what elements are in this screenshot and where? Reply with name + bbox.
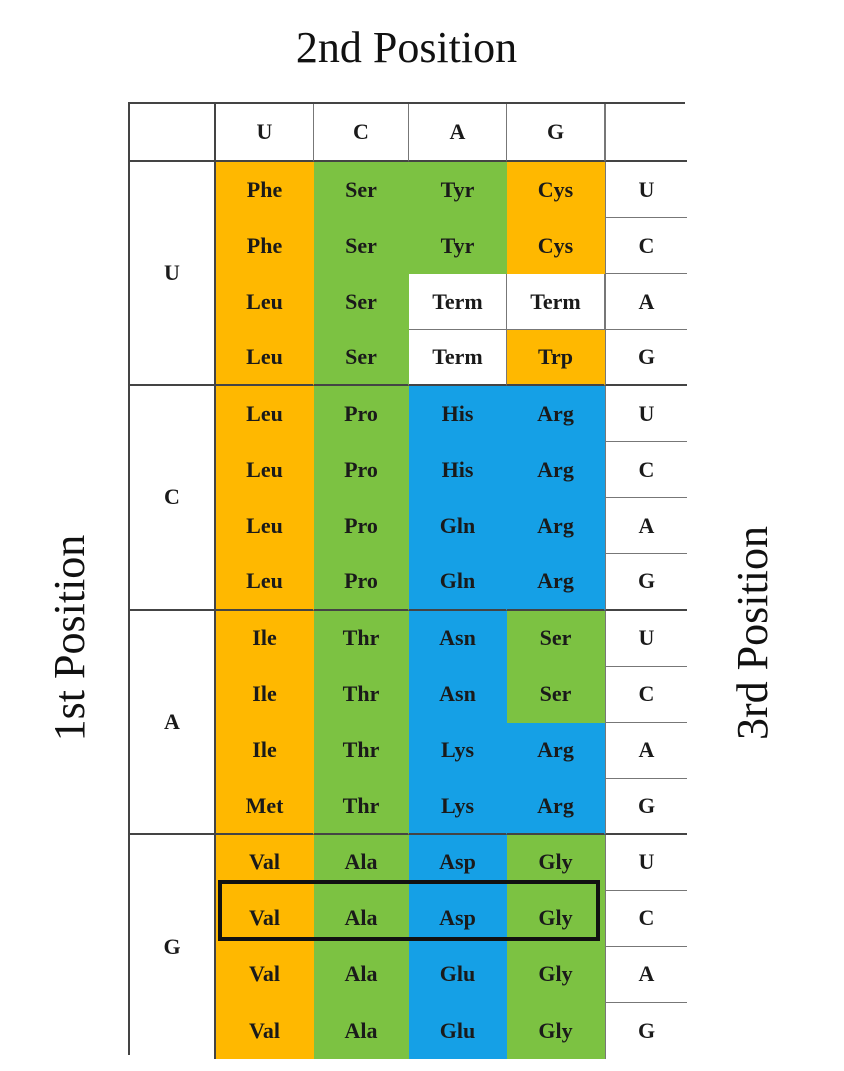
- first-position-title: 1st Position: [45, 534, 94, 742]
- codon-cell-uga: Term: [507, 274, 605, 330]
- third-base-g: G: [605, 554, 687, 610]
- codon-cell-uug: Leu: [216, 330, 314, 386]
- header-base-u: U: [216, 104, 314, 162]
- codon-cell-caa: Gln: [409, 498, 507, 554]
- third-base-a: A: [605, 947, 687, 1003]
- third-base-u: U: [605, 835, 687, 891]
- codon-cell-uua: Leu: [216, 274, 314, 330]
- codon-cell-gag: Glu: [409, 1003, 507, 1059]
- codon-cell-aca: Thr: [314, 723, 409, 779]
- codon-cell-gcg: Ala: [314, 1003, 409, 1059]
- codon-cell-gaa: Glu: [409, 947, 507, 1003]
- codon-cell-uca: Ser: [314, 274, 409, 330]
- codon-cell-acu: Thr: [314, 611, 409, 667]
- codon-cell-cac: His: [409, 442, 507, 498]
- first-base-g: G: [130, 835, 216, 1059]
- codon-cell-uaa: Term: [409, 274, 507, 330]
- second-position-title: 2nd Position: [295, 23, 518, 72]
- third-position-title: 3rd Position: [728, 526, 777, 740]
- codon-table: [128, 102, 685, 1055]
- codon-cell-uuc: Phe: [216, 218, 314, 274]
- codon-cell-cgu: Arg: [507, 386, 605, 442]
- codon-cell-aga: Arg: [507, 723, 605, 779]
- codon-cell-uau: Tyr: [409, 162, 507, 218]
- codon-cell-gug: Val: [216, 1003, 314, 1059]
- third-base-g: G: [605, 330, 687, 386]
- codon-cell-cug: Leu: [216, 554, 314, 610]
- header-base-c: C: [314, 104, 409, 162]
- codon-cell-gau: Asp: [409, 835, 507, 891]
- third-base-g: G: [605, 1003, 687, 1059]
- codon-cell-ucu: Ser: [314, 162, 409, 218]
- codon-cell-cau: His: [409, 386, 507, 442]
- codon-cell-gca: Ala: [314, 947, 409, 1003]
- codon-cell-cag: Gln: [409, 554, 507, 610]
- header-corner-left: [130, 104, 216, 162]
- header-base-a: A: [409, 104, 507, 162]
- codon-cell-guu: Val: [216, 835, 314, 891]
- codon-cell-cuc: Leu: [216, 442, 314, 498]
- codon-cell-gcc: Ala: [314, 891, 409, 947]
- third-base-u: U: [605, 386, 687, 442]
- codon-cell-ggc: Gly: [507, 891, 605, 947]
- codon-cell-ggg: Gly: [507, 1003, 605, 1059]
- codon-cell-gcu: Ala: [314, 835, 409, 891]
- third-base-g: G: [605, 779, 687, 835]
- first-base-a: A: [130, 611, 216, 835]
- codon-cell-agg: Arg: [507, 779, 605, 835]
- codon-cell-cca: Pro: [314, 498, 409, 554]
- codon-cell-cgg: Arg: [507, 554, 605, 610]
- third-base-c: C: [605, 218, 687, 274]
- third-base-c: C: [605, 442, 687, 498]
- first-base-c: C: [130, 386, 216, 610]
- third-base-a: A: [605, 498, 687, 554]
- codon-cell-ccc: Pro: [314, 442, 409, 498]
- codon-cell-aau: Asn: [409, 611, 507, 667]
- codon-cell-agu: Ser: [507, 611, 605, 667]
- codon-cell-uac: Tyr: [409, 218, 507, 274]
- codon-cell-auc: Ile: [216, 667, 314, 723]
- third-base-a: A: [605, 723, 687, 779]
- codon-cell-ccg: Pro: [314, 554, 409, 610]
- third-base-c: C: [605, 891, 687, 947]
- codon-cell-uag: Term: [409, 330, 507, 386]
- codon-cell-aac: Asn: [409, 667, 507, 723]
- codon-cell-ugc: Cys: [507, 218, 605, 274]
- third-base-u: U: [605, 611, 687, 667]
- header-corner-right: [605, 104, 687, 162]
- codon-cell-ugu: Cys: [507, 162, 605, 218]
- third-base-a: A: [605, 274, 687, 330]
- codon-cell-cuu: Leu: [216, 386, 314, 442]
- codon-cell-acg: Thr: [314, 779, 409, 835]
- codon-cell-cua: Leu: [216, 498, 314, 554]
- first-base-u: U: [130, 162, 216, 386]
- codon-cell-cga: Arg: [507, 498, 605, 554]
- codon-cell-ccu: Pro: [314, 386, 409, 442]
- codon-cell-aua: Ile: [216, 723, 314, 779]
- third-base-c: C: [605, 667, 687, 723]
- codon-cell-auu: Ile: [216, 611, 314, 667]
- codon-cell-ucc: Ser: [314, 218, 409, 274]
- codon-cell-ugg: Trp: [507, 330, 605, 386]
- codon-cell-uuu: Phe: [216, 162, 314, 218]
- codon-cell-aag: Lys: [409, 779, 507, 835]
- codon-cell-gac: Asp: [409, 891, 507, 947]
- codon-cell-cgc: Arg: [507, 442, 605, 498]
- header-base-g: G: [507, 104, 605, 162]
- codon-cell-agc: Ser: [507, 667, 605, 723]
- codon-cell-gua: Val: [216, 947, 314, 1003]
- codon-cell-aug: Met: [216, 779, 314, 835]
- third-base-u: U: [605, 162, 687, 218]
- codon-cell-ucg: Ser: [314, 330, 409, 386]
- codon-cell-aaa: Lys: [409, 723, 507, 779]
- codon-cell-ggu: Gly: [507, 835, 605, 891]
- codon-cell-gga: Gly: [507, 947, 605, 1003]
- codon-cell-guc: Val: [216, 891, 314, 947]
- codon-cell-acc: Thr: [314, 667, 409, 723]
